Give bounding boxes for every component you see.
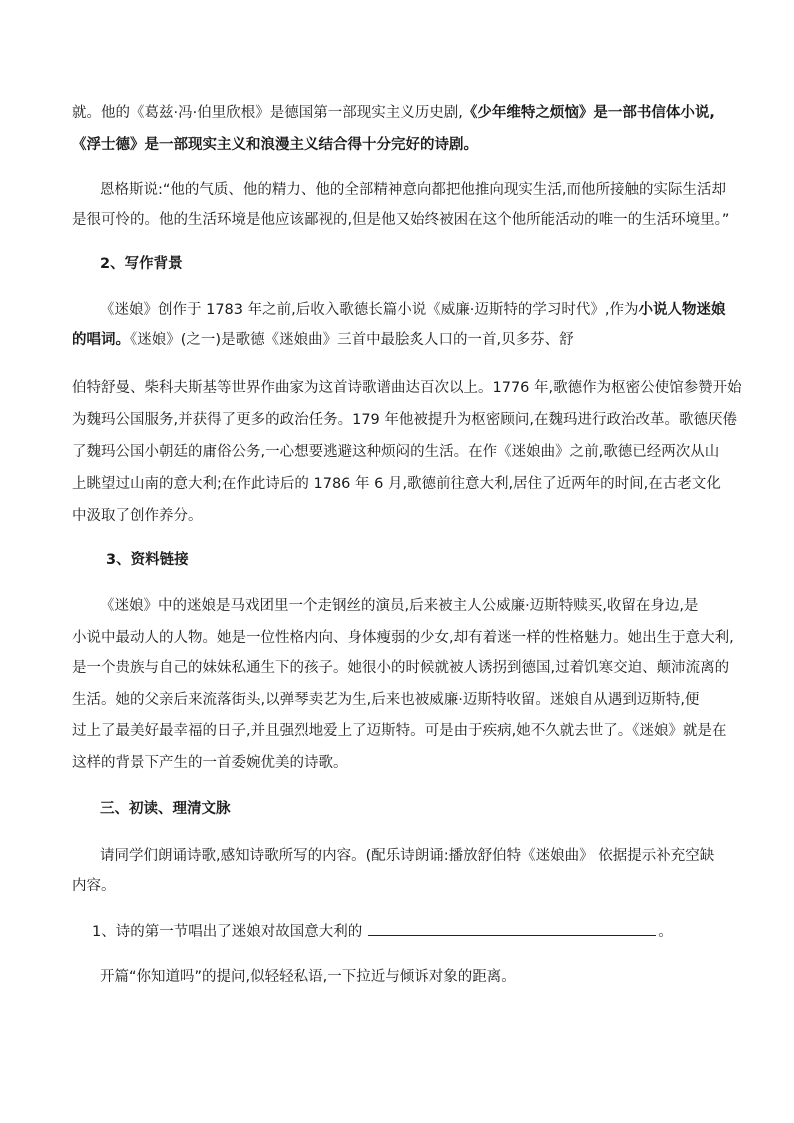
heading-writing-background: 2、写作背景: [100, 256, 183, 272]
paragraph-goethe-works-line1: [72, 102, 732, 124]
heading-first-reading: 三、初读、理清文脉: [100, 801, 231, 817]
paragraph-mignon-line5: 过上了最美好最幸福的日子,并且强烈地爱上了迈斯特。可是由于疾病,她不久就去世了。《迷娘》就是在: [72, 723, 727, 739]
answer-blank[interactable]: [368, 921, 656, 936]
paragraph-instructions-line2: 内容。: [72, 878, 116, 894]
paragraph-background-line2: [72, 329, 732, 351]
paragraph-goethe-works-line2: 《浮士德》是一部现实主义和浪漫主义结合得十分完好的诗剧。: [72, 137, 478, 153]
text-run: 《迷娘》创作于 1783 年之前,后收入歌德长篇小说《威廉·迈斯特的学习时代》,作为: [100, 302, 639, 318]
text-run: 《迷娘》(之一)是歌德《迷娘曲》三首中最脍炙人口的一首,贝多芬、舒: [130, 332, 574, 348]
bold-text-run: 《少年维特之烦恼》是一部书信体小说,: [462, 105, 715, 121]
paragraph-mignon-line1: 《迷娘》中的迷娘是马戏团里一个走钢丝的演员,后来被主人公威廉·迈斯特赎买,收留在身边,是: [100, 598, 699, 614]
heading-reference-link: 3、资料链接: [106, 552, 189, 568]
paragraph-history-line5: 中汲取了创作养分。: [72, 508, 203, 524]
paragraph-mignon-line4: 生活。她的父亲后来流落街头,以弹琴卖艺为生,后来也被威廉·迈斯特收留。迷娘自从遇到迈斯特,便: [72, 692, 700, 708]
paragraph-history-line4: 上眺望过山南的意大利;在作此诗后的 1786 年 6 月,歌德前往意大利,居住了近两年的时间,在古老文化: [72, 476, 721, 492]
paragraph-engels-line1: 恩格斯说:“他的气质、他的精力、他的全部精神意向都把他推向现实生活,而他所接触的实际生活却: [100, 182, 727, 198]
paragraph-history-line2: 为魏玛公国服务,并获得了更多的政治任务。179 年他被提升为枢密顾问,在魏玛进行政治改革。歌德厌倦: [72, 412, 737, 428]
question-1-text: 1、诗的第一节唱出了迷娘对故国意大利的: [92, 924, 363, 940]
text-run: 就。他的《葛兹·冯·伯里欣根》是德国第一部现实主义历史剧,: [72, 105, 463, 121]
paragraph-opening-note: 开篇“你知道吗”的提问,似轻轻私语,一下拉近与倾诉对象的距离。: [100, 969, 516, 985]
paragraph-engels-line2: 是很可怜的。他的生活环境是他应该鄙视的,但是他又始终被困在这个他所能活动的唯一的生活环境里。”: [72, 212, 730, 228]
paragraph-history-line1: 伯特舒曼、柴科夫斯基等世界作曲家为这首诗歌谱曲达百次以上。1776 年,歌德作为枢密公使馆参赞开始: [72, 380, 742, 396]
paragraph-mignon-line3: 是一个贵族与自己的妹妹私通生下的孩子。她很小的时候就被人诱拐到德国,过着饥寒交迫、颠沛流离的: [72, 660, 730, 676]
bold-text-run: 的唱词。: [72, 332, 130, 348]
paragraph-history-line3: 了魏玛公国小朝廷的庸俗公务,一心想要逃避这种烦闷的生活。在作《迷娘曲》之前,歌德已经两次从山: [72, 444, 720, 460]
paragraph-mignon-line2: 小说中最动人的人物。她是一位性格内向、身体瘦弱的少女,却有着迷一样的性格魅力。她出生于意大利,: [72, 630, 734, 646]
paragraph-instructions-line1: 请同学们朗诵诗歌,感知诗歌所写的内容。(配乐诗朗诵:播放舒伯特《迷娘曲》 依据提示补充空缺: [100, 848, 715, 864]
question-1: [92, 921, 732, 943]
paragraph-mignon-line6: 这样的背景下产生的一首委婉优美的诗歌。: [72, 755, 348, 771]
bold-text-run: 小说人物迷娘: [638, 302, 726, 318]
question-1-end: 。: [658, 924, 673, 940]
paragraph-background-line1: [100, 299, 732, 321]
